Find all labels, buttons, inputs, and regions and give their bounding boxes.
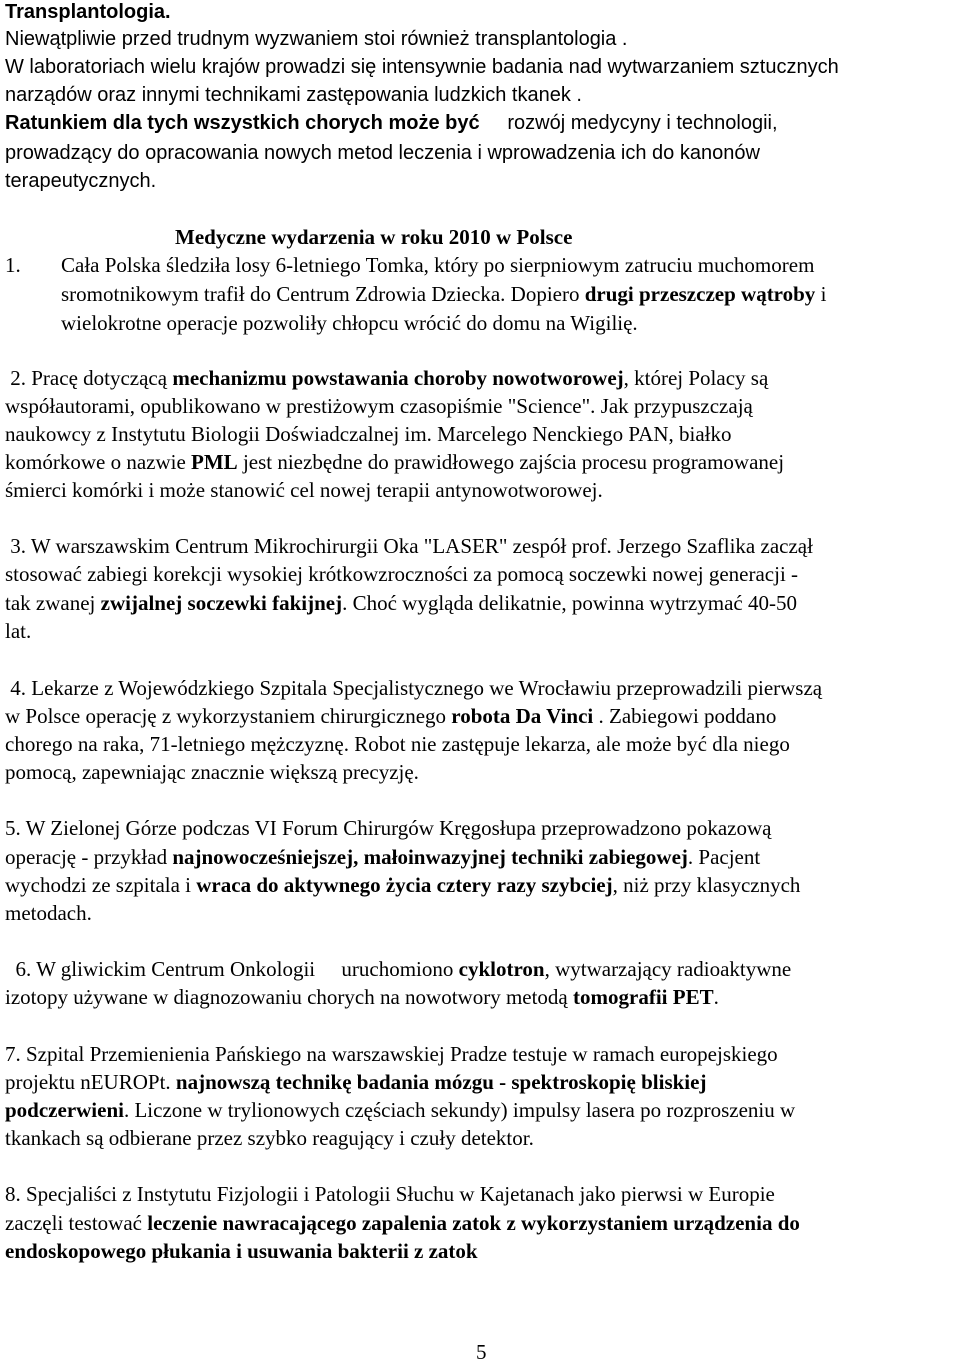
item-4-line: w Polsce operację z wykorzystaniem chirurgicznego robota Da Vinci . Zabiegowi poddano (5, 704, 777, 728)
item-3-line: lat. (5, 619, 32, 643)
item-1-line: wielokrotne operacje pozwoliły chłopcu wrócić do domu na Wigilię. (61, 311, 638, 335)
item-5-line: 5. W Zielonej Górze podczas VI Forum Chirurgów Kręgosłupa przeprowadzono pokazową (5, 816, 772, 840)
item-6-line: izotopy używane w diagnozowaniu chorych na nowotwory metodą tomografii PET. (5, 985, 719, 1009)
item-2-line: komórkowe o nazwie PML jest niezbędne do prawidłowego zajścia procesu programowanej (5, 450, 785, 474)
intro-line: Ratunkiem dla tych wszystkich chorych może być rozwój medycyny i technologii, (5, 112, 778, 134)
intro-line: W laboratoriach wielu krajów prowadzi się intensywnie badania nad wytwarzaniem sztucznych (5, 56, 839, 78)
intro-line: terapeutycznych. (5, 170, 157, 192)
item-7-line: 7. Szpital Przemienienia Pańskiego na warszawskiej Pradze testuje w ramach europejskiego (5, 1042, 778, 1066)
intro-line: narządów oraz innymi technikami zastępowania ludzkich tkanek . (5, 84, 582, 106)
item-3-line: tak zwanej zwijalnej soczewki fakijnej. Choć wygląda delikatnie, powinna wytrzymać 40-50 (5, 591, 797, 615)
item-8-line: zaczęli testować leczenie nawracającego zapalenia zatok z wykorzystaniem urządzenia do (5, 1211, 800, 1235)
item-6-line: 6. W gliwickim Centrum Onkologii uruchomiono cyklotron, wytwarzający radioaktywne (5, 957, 792, 981)
item-7-line: tkankach są odbierane przez szybko reagujący i czuły detektor. (5, 1126, 534, 1150)
item-5-line: wychodzi ze szpitala i wraca do aktywnego życia cztery razy szybciej, niż przy klasycznych (5, 873, 801, 897)
item-3-line: stosować zabiegi korekcji wysokiej krótkowzroczności za pomocą soczewki nowej generacji - (5, 562, 799, 586)
item-2-line: współautorami, opublikowano w prestiżowym czasopiśmie "Science". Jak przypuszczają (5, 394, 753, 418)
item-5-line: operację - przykład najnowocześniejszej, małoinwazyjnej techniki zabiegowej. Pacjent (5, 845, 761, 869)
intro-line: prowadzący do opracowania nowych metod leczenia i wprowadzenia ich do kanonów (5, 142, 760, 164)
section-title: Medyczne wydarzenia w roku 2010 w Polsce (175, 225, 573, 249)
page-number: 5 (476, 1340, 487, 1364)
item-2-line: 2. Pracę dotyczącą mechanizmu powstawania choroby nowotworowej, której Polacy są (5, 366, 769, 390)
item-2-line: śmierci komórki i może stanowić cel nowej terapii antynowotworowej. (5, 478, 603, 502)
item-4-line: pomocą, zapewniając znacznie większą precyzję. (5, 760, 419, 784)
item-5-line: metodach. (5, 901, 92, 925)
item-7-line: projektu nEUROPt. najnowszą technikę badania mózgu - spektroskopię bliskiej (5, 1070, 707, 1094)
item-1-line: Cała Polska śledziła losy 6-letniego Tomka, który po sierpniowym zatruciu muchomorem (61, 253, 815, 277)
item-8-line: 8. Specjaliści z Instytutu Fizjologii i Patologii Słuchu w Kajetanach jako pierwsi w Europie (5, 1182, 775, 1206)
item-1-line: sromotnikowym trafił do Centrum Zdrowia Dziecka. Dopiero drugi przeszczep wątroby i (61, 282, 827, 306)
item-3-line: 3. W warszawskim Centrum Mikrochirurgii Oka "LASER" zespół prof. Jerzego Szaflika zaczął (5, 534, 813, 558)
item-8-line: endoskopowego płukania i usuwania bakterii z zatok (5, 1239, 478, 1263)
item-4-line: chorego na raka, 71-letniego mężczyznę. Robot nie zastępuje lekarza, ale może być dla niego (5, 732, 790, 756)
item-7-line: podczerwieni. Liczone w trylionowych częściach sekundy) impulsy lasera po rozproszeniu w (5, 1098, 796, 1122)
item-4-line: 4. Lekarze z Wojewódzkiego Szpitala Specjalistycznego we Wrocławiu przeprowadzili pierwszą (5, 676, 823, 700)
item-1-number: 1. (5, 253, 21, 277)
heading-transplantologia: Transplantologia. (5, 1, 171, 23)
item-2-line: naukowcy z Instytutu Biologii Doświadczalnej im. Marcelego Nenckiego PAN, białko (5, 422, 732, 446)
intro-line: Niewątpliwie przed trudnym wyzwaniem stoi również transplantologia . (5, 28, 628, 50)
